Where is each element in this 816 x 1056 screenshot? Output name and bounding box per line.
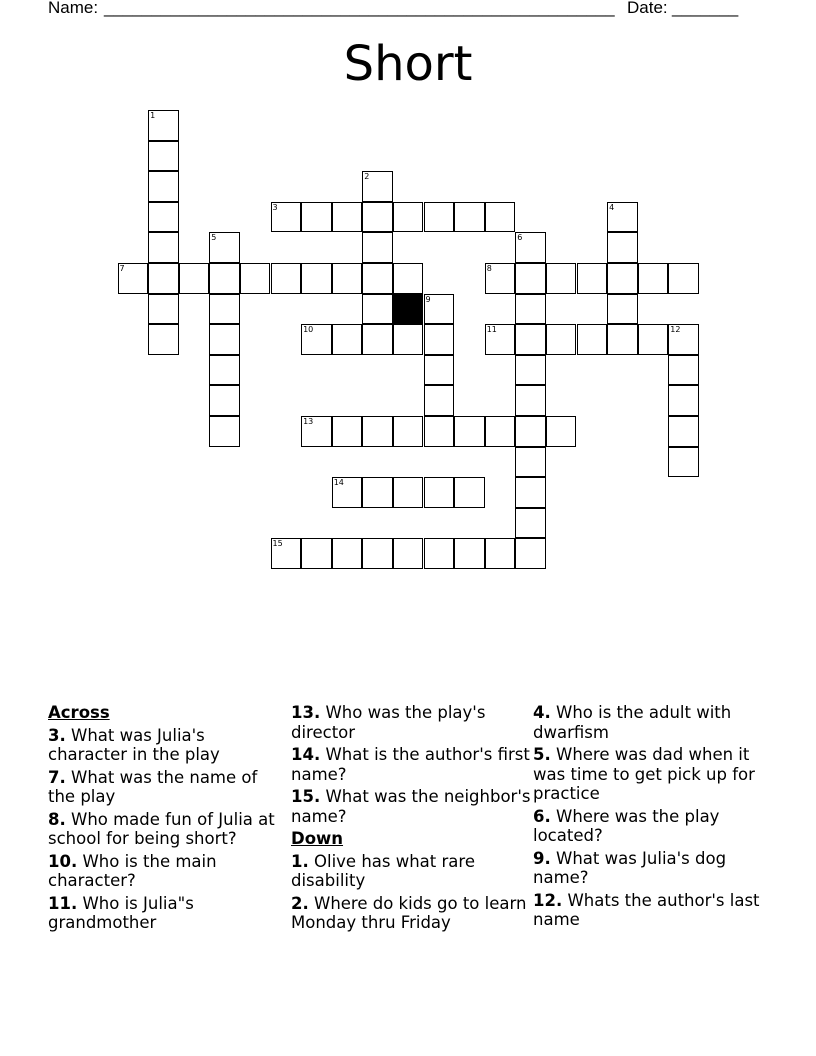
clue-column-3 bbox=[533, 702, 773, 930]
grid-cell[interactable] bbox=[668, 355, 699, 386]
grid-cell[interactable] bbox=[393, 263, 424, 294]
grid-cell[interactable] bbox=[515, 447, 546, 478]
grid-cell[interactable] bbox=[271, 538, 302, 569]
cell-number: 2 bbox=[364, 172, 370, 182]
grid-cell[interactable] bbox=[148, 202, 179, 233]
clue-across-13 bbox=[291, 703, 531, 742]
grid-cell[interactable] bbox=[638, 263, 669, 294]
grid-cell[interactable] bbox=[607, 232, 638, 263]
clue-text: Where was dad when it was time to get pick up for practice bbox=[533, 745, 755, 803]
grid-cell[interactable] bbox=[148, 263, 179, 294]
grid-cell[interactable] bbox=[209, 232, 240, 263]
cell-number: 4 bbox=[609, 202, 615, 212]
name-label: Name: bbox=[48, 0, 99, 17]
grid-cell[interactable] bbox=[362, 232, 393, 263]
clue-down-6 bbox=[533, 807, 773, 846]
clue-text: Where do kids go to learn Monday thru Friday bbox=[291, 893, 527, 932]
grid-cell[interactable] bbox=[393, 538, 424, 569]
grid-cell[interactable] bbox=[209, 263, 240, 294]
clue-text: Olive has what rare disability bbox=[291, 851, 475, 890]
grid-cell[interactable] bbox=[454, 202, 485, 233]
grid-cell[interactable] bbox=[332, 416, 363, 447]
cell-number: 5 bbox=[211, 233, 217, 243]
clue-across-3 bbox=[48, 726, 288, 765]
grid-cell[interactable] bbox=[209, 355, 240, 386]
clue-number: 5. bbox=[533, 745, 551, 764]
grid-cell[interactable] bbox=[301, 416, 332, 447]
grid-cell[interactable] bbox=[148, 324, 179, 355]
date-label: Date: bbox=[627, 0, 668, 17]
cell-number: 12 bbox=[670, 325, 681, 335]
grid-cell[interactable] bbox=[240, 263, 271, 294]
clue-across-10 bbox=[48, 852, 288, 891]
grid-cell[interactable] bbox=[515, 355, 546, 386]
clue-across-8 bbox=[48, 810, 288, 849]
grid-cell[interactable] bbox=[301, 263, 332, 294]
grid-cell[interactable] bbox=[607, 202, 638, 233]
date-field-line[interactable]: _______ bbox=[672, 0, 739, 17]
cell-number: 1 bbox=[150, 111, 156, 120]
grid-cell[interactable] bbox=[332, 477, 363, 508]
clue-across-14 bbox=[291, 745, 531, 784]
grid-cell[interactable] bbox=[362, 263, 393, 294]
grid-cell[interactable] bbox=[393, 477, 424, 508]
clue-across-7 bbox=[48, 768, 288, 807]
cell-number: 11 bbox=[486, 325, 497, 335]
clue-text: Whats the author's last name bbox=[533, 890, 760, 929]
grid-cell[interactable] bbox=[332, 324, 363, 355]
grid-cell[interactable] bbox=[485, 263, 516, 294]
grid-cell[interactable] bbox=[485, 202, 516, 233]
clue-number: 14. bbox=[291, 745, 321, 764]
grid-cell[interactable] bbox=[515, 385, 546, 416]
grid-cell[interactable] bbox=[332, 538, 363, 569]
clue-text: Who was the play's director bbox=[291, 703, 486, 742]
cell-number: 3 bbox=[272, 202, 278, 212]
cell-number: 7 bbox=[119, 264, 125, 273]
grid-cell[interactable] bbox=[301, 324, 332, 355]
clue-number: 13. bbox=[291, 703, 321, 722]
clue-number: 6. bbox=[533, 806, 551, 826]
grid-cell[interactable] bbox=[485, 538, 516, 569]
grid-cell[interactable] bbox=[148, 110, 179, 141]
clue-text: Who is the main character? bbox=[48, 851, 217, 890]
grid-cell[interactable] bbox=[393, 202, 424, 233]
grid-cell[interactable] bbox=[301, 202, 332, 233]
grid-cell[interactable] bbox=[638, 324, 669, 355]
grid-cell[interactable] bbox=[607, 294, 638, 325]
grid-cell[interactable] bbox=[424, 538, 455, 569]
clue-down-4 bbox=[533, 703, 773, 742]
clue-text: Where was the play located? bbox=[533, 806, 720, 845]
grid-cell[interactable] bbox=[209, 385, 240, 416]
grid-cell[interactable] bbox=[668, 324, 699, 355]
grid-cell[interactable] bbox=[454, 416, 485, 447]
grid-cell[interactable] bbox=[577, 263, 608, 294]
cell-number: 8 bbox=[486, 264, 492, 273]
grid-cell[interactable] bbox=[668, 447, 699, 478]
grid-cell[interactable] bbox=[393, 324, 424, 355]
grid-cell[interactable] bbox=[515, 508, 546, 539]
grid-cell[interactable] bbox=[362, 294, 393, 325]
grid-cell[interactable] bbox=[546, 416, 577, 447]
grid-cell[interactable] bbox=[515, 477, 546, 508]
grid-cell[interactable] bbox=[209, 324, 240, 355]
clue-text: Who is Julia"s grandmother bbox=[48, 893, 194, 932]
grid-cell[interactable] bbox=[362, 477, 393, 508]
black-cell bbox=[393, 294, 424, 325]
grid-cell[interactable] bbox=[454, 477, 485, 508]
grid-cell[interactable] bbox=[301, 538, 332, 569]
clue-number: 7. bbox=[48, 767, 66, 787]
clue-down-1 bbox=[291, 852, 531, 891]
grid-cell[interactable] bbox=[515, 538, 546, 569]
cell-number: 9 bbox=[425, 294, 431, 304]
clue-number: 11. bbox=[48, 893, 78, 913]
grid-cell[interactable] bbox=[515, 324, 546, 355]
name-field-line[interactable]: ______________________________________________________ bbox=[104, 0, 615, 17]
grid-cell[interactable] bbox=[607, 324, 638, 355]
grid-cell[interactable] bbox=[424, 477, 455, 508]
grid-cell[interactable] bbox=[393, 416, 424, 447]
cell-number: 10 bbox=[303, 325, 314, 335]
clue-number: 3. bbox=[48, 725, 66, 745]
grid-cell[interactable] bbox=[118, 263, 149, 294]
clue-column-2 bbox=[291, 702, 531, 933]
clue-down-9 bbox=[533, 849, 773, 888]
grid-cell[interactable] bbox=[332, 263, 363, 294]
grid-cell[interactable] bbox=[424, 416, 455, 447]
across-heading: Across bbox=[48, 703, 110, 722]
clue-number: 10. bbox=[48, 851, 78, 871]
clue-text: Who is the adult with dwarfism bbox=[533, 703, 732, 742]
grid-cell[interactable] bbox=[515, 232, 546, 263]
grid-cell[interactable] bbox=[271, 202, 302, 233]
grid-cell[interactable] bbox=[271, 263, 302, 294]
grid-cell[interactable] bbox=[424, 202, 455, 233]
grid-cell[interactable] bbox=[546, 263, 577, 294]
grid-cell[interactable] bbox=[424, 294, 455, 325]
grid-cell[interactable] bbox=[546, 324, 577, 355]
grid-cell[interactable] bbox=[209, 416, 240, 447]
cell-number: 15 bbox=[272, 539, 283, 549]
grid-cell[interactable] bbox=[485, 416, 516, 447]
grid-cell[interactable] bbox=[424, 355, 455, 386]
grid-cell[interactable] bbox=[515, 263, 546, 294]
grid-cell[interactable] bbox=[515, 294, 546, 325]
puzzle-title: Short bbox=[343, 36, 473, 92]
clue-number: 8. bbox=[48, 809, 66, 829]
grid-cell[interactable] bbox=[179, 263, 210, 294]
clue-text: Who made fun of Julia at school for being short? bbox=[48, 809, 275, 848]
down-heading: Down bbox=[291, 829, 344, 848]
grid-cell[interactable] bbox=[454, 538, 485, 569]
grid-cell[interactable] bbox=[148, 232, 179, 263]
grid-cell[interactable] bbox=[148, 294, 179, 325]
grid-cell[interactable] bbox=[148, 141, 179, 172]
grid-cell[interactable] bbox=[577, 324, 608, 355]
clue-down-12 bbox=[533, 891, 773, 930]
clue-text: What was the name of the play bbox=[48, 767, 258, 806]
cell-number: 6 bbox=[517, 233, 523, 243]
clue-text: What was Julia's dog name? bbox=[533, 848, 727, 887]
grid-cell[interactable] bbox=[515, 416, 546, 447]
grid-cell[interactable] bbox=[424, 324, 455, 355]
cell-number: 14 bbox=[333, 478, 344, 488]
grid-cell[interactable] bbox=[362, 538, 393, 569]
clue-down-2 bbox=[291, 894, 531, 933]
clue-number: 15. bbox=[291, 787, 321, 806]
clue-column-1 bbox=[48, 702, 288, 933]
grid-cell[interactable] bbox=[668, 263, 699, 294]
cell-number: 13 bbox=[303, 417, 314, 426]
clue-down-5 bbox=[533, 745, 773, 804]
grid-cell[interactable] bbox=[485, 324, 516, 355]
clue-text: What is the author's first name? bbox=[291, 745, 530, 784]
clue-text: What was the neighbor's name? bbox=[291, 787, 531, 826]
grid-cell[interactable] bbox=[362, 202, 393, 233]
grid-cell[interactable] bbox=[362, 416, 393, 447]
grid-cell[interactable] bbox=[332, 202, 363, 233]
grid-cell[interactable] bbox=[362, 171, 393, 202]
clue-across-15 bbox=[291, 787, 531, 826]
clue-number: 9. bbox=[533, 848, 551, 868]
grid-cell[interactable] bbox=[668, 416, 699, 447]
grid-cell[interactable] bbox=[148, 171, 179, 202]
grid-cell[interactable] bbox=[362, 324, 393, 355]
clue-text: What was Julia's character in the play bbox=[48, 725, 220, 764]
clue-across-11 bbox=[48, 894, 288, 933]
grid-cell[interactable] bbox=[424, 385, 455, 416]
clue-number: 4. bbox=[533, 703, 551, 722]
grid-cell[interactable] bbox=[607, 263, 638, 294]
clue-number: 1. bbox=[291, 851, 309, 871]
clue-number: 2. bbox=[291, 893, 309, 913]
grid-cell[interactable] bbox=[209, 294, 240, 325]
clue-number: 12. bbox=[533, 890, 563, 910]
grid-cell[interactable] bbox=[668, 385, 699, 416]
